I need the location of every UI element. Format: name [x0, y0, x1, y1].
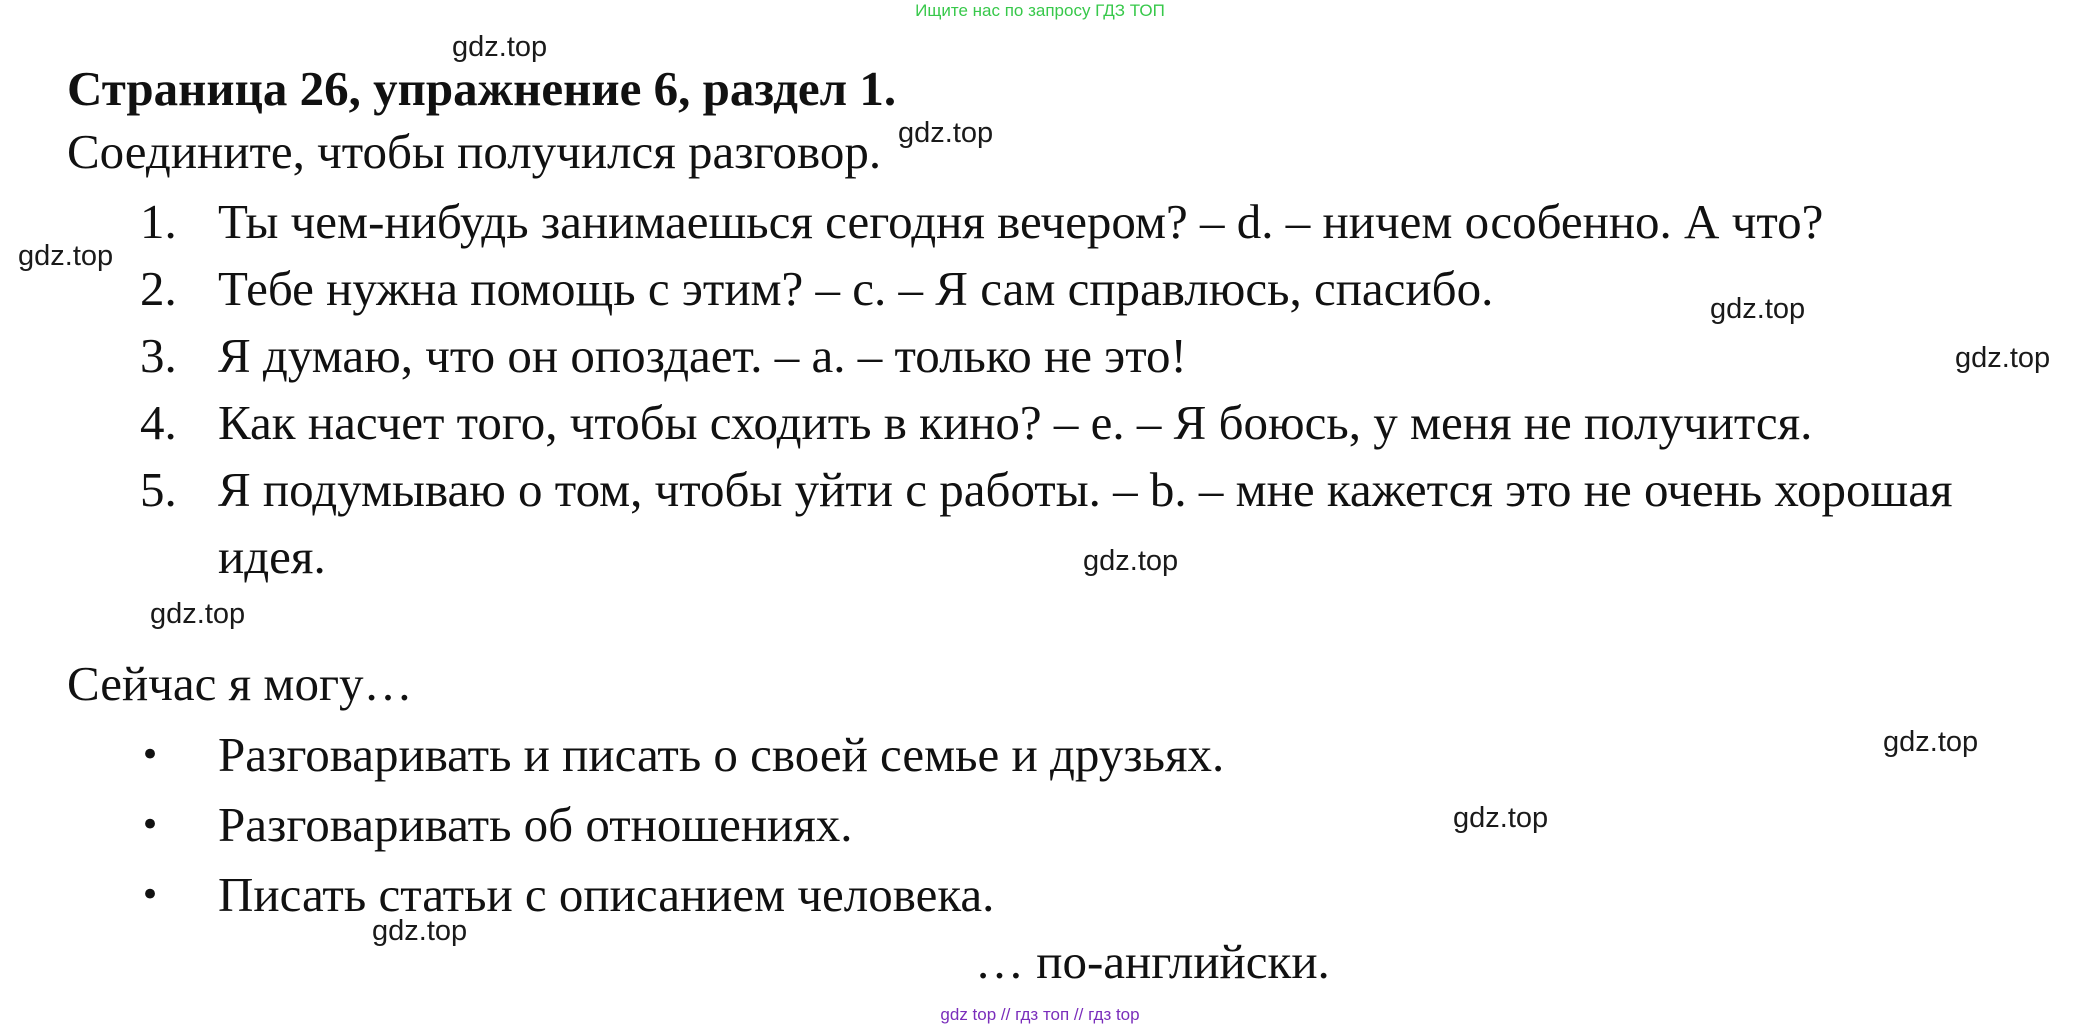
watermark: gdz.top [898, 117, 994, 149]
ending-text: … по-английски. [975, 934, 1330, 989]
item-text: Как насчет того, чтобы сходить в кино? – е. – Я боюсь, у меня не получится. [218, 395, 1813, 450]
skill-text: Разговаривать об отношениях. [218, 797, 853, 852]
watermark: gdz.top [1710, 293, 1806, 325]
bullet-icon: • [140, 875, 161, 915]
top-banner: Ищите нас по запросу ГДЗ ТОП [915, 1, 1165, 20]
item-number: 1. [140, 194, 177, 249]
item-text: Я думаю, что он опоздает. – а. – только не это! [218, 328, 1187, 383]
now-i-can-heading: Сейчас я могу… [67, 656, 413, 711]
item-text: Я подумываю о том, чтобы уйти с работы. – b. – мне кажется это не очень хорошая идея. [218, 462, 1953, 584]
watermark: gdz.top [1453, 802, 1549, 834]
watermark: gdz.top [18, 240, 114, 272]
bullet-icon: • [140, 735, 161, 775]
answer-item [140, 188, 2040, 255]
watermark: gdz.top [150, 598, 246, 630]
answer-list [140, 188, 2040, 590]
item-number: 5. [140, 462, 177, 517]
answer-item [140, 389, 2040, 456]
skills-list [140, 720, 1224, 930]
skill-item [140, 860, 1224, 930]
watermark: gdz.top [1083, 545, 1179, 577]
watermark: gdz.top [372, 915, 468, 947]
answer-item [140, 322, 2040, 389]
item-number: 4. [140, 395, 177, 450]
item-number: 2. [140, 261, 177, 316]
footer-banner: gdz top // гдз топ // гдз top [940, 1005, 1140, 1024]
item-number: 3. [140, 328, 177, 383]
bullet-icon: • [140, 805, 161, 845]
item-text: Ты чем-нибудь занимаешься сегодня вечером? – d. – ничем особенно. А что? [218, 194, 1824, 249]
item-text: Тебе нужна помощь с этим? – с. – Я сам справлюсь, спасибо. [218, 261, 1494, 316]
skill-item [140, 790, 1224, 860]
skill-text: Писать статьи с описанием человека. [218, 867, 995, 922]
watermark: gdz.top [452, 31, 548, 63]
watermark: gdz.top [1955, 342, 2051, 374]
exercise-instruction: Соедините, чтобы получился разговор. [67, 124, 882, 179]
skill-item [140, 720, 1224, 790]
skill-text: Разговаривать и писать о своей семье и друзьях. [218, 727, 1225, 782]
watermark: gdz.top [1883, 726, 1979, 758]
page-title: Страница 26, упражнение 6, раздел 1. [67, 61, 897, 116]
